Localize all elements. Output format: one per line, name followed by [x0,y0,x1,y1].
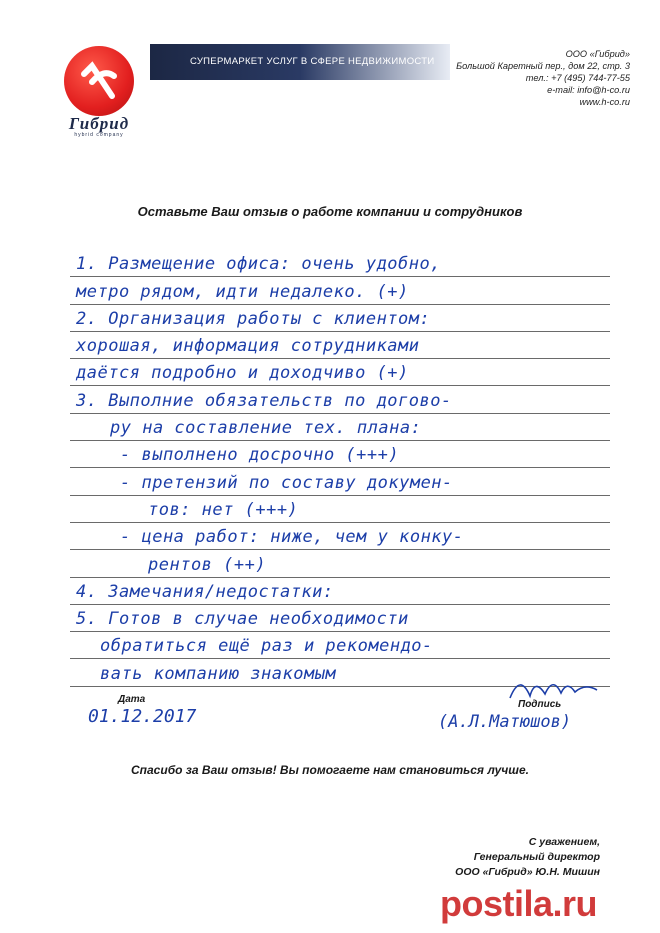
ruled-line [70,605,610,632]
company-logo [58,46,140,138]
ruled-line [70,468,610,495]
handwritten-line: даётся подробно и доходчиво (+) [76,363,409,384]
handwritten-line: 4. Замечания/недостатки: [76,581,334,602]
contact-website: www.h-co.ru [579,97,630,107]
handwritten-line: тов: нет (+++) [148,499,299,520]
contact-email: e-mail: info@h-co.ru [547,85,630,95]
handwritten-line: - выполнено досрочно (+++) [120,445,400,466]
handwritten-line: - претензий по составу докумен- [120,472,453,493]
ruled-line [70,277,610,304]
ruled-line [70,332,610,359]
ruled-line [70,359,610,386]
ruled-line [70,414,610,441]
watermark: postila.ru [440,883,598,924]
handwritten-line: 5. Готов в случае необходимости [76,609,409,630]
feedback-ruled-area [70,250,610,687]
contact-company: ООО «Гибрид» [565,49,630,59]
company-contacts [410,48,630,108]
ruled-line [70,550,610,577]
handwritten-line: рентов (++) [148,554,267,575]
thanks-message: Спасибо за Ваш отзыв! Вы помогаете нам становиться лучше. [131,763,529,777]
handwritten-line: хорошая, информация сотрудниками [76,336,420,357]
handwritten-line: - цена работ: ниже, чем у конку- [120,527,464,548]
handwritten-line: метро рядом, идти недалеко. (+) [76,281,409,302]
contact-address: Большой Каретный пер., дом 22, стр. 3 [456,61,630,71]
handwritten-line: 1. Размещение офиса: очень удобно, [76,254,441,275]
contact-phone: тел.: +7 (495) 744-77-55 [525,73,630,83]
signature-name: (А.Л.Матюшов) [438,712,572,732]
ruled-line [70,305,610,332]
handwritten-line: 3. Выполние обязательств по догово- [76,390,452,411]
signature-label: Подпись [518,699,562,710]
closing-position: Генеральный директор [473,851,600,863]
ruled-line [70,386,610,413]
logo-emblem [64,46,134,116]
closing-regards: С уважением, [528,836,600,848]
header-slogan: СУПЕРМАРКЕТ УСЛУГ В СФЕРЕ НЕДВИЖИМОСТИ [190,56,435,67]
ruled-line [70,250,610,277]
logo-word: Гибрид [68,114,130,133]
handwritten-line: обратиться ещё раз и рекомендо- [100,636,433,657]
form-title: Оставьте Ваш отзыв о работе компании и сотрудников [137,204,523,219]
ruled-line [70,632,610,659]
date-value: 01.12.2017 [88,706,197,727]
handwritten-line: ру на составление тех. плана: [110,418,422,439]
ruled-line [70,441,610,468]
date-label: Дата [118,694,146,705]
handwritten-line: вать компанию знакомым [100,663,337,684]
closing-block [340,835,600,880]
logo-mark-icon [64,46,134,116]
ruled-line [70,578,610,605]
closing-signatory: ООО «Гибрид» Ю.Н. Мишин [455,866,600,878]
ruled-line [70,496,610,523]
handwritten-line: 2. Организация работы с клиентом: [76,308,431,329]
logo-subtitle: hybrid company [74,132,124,138]
ruled-line [70,523,610,550]
